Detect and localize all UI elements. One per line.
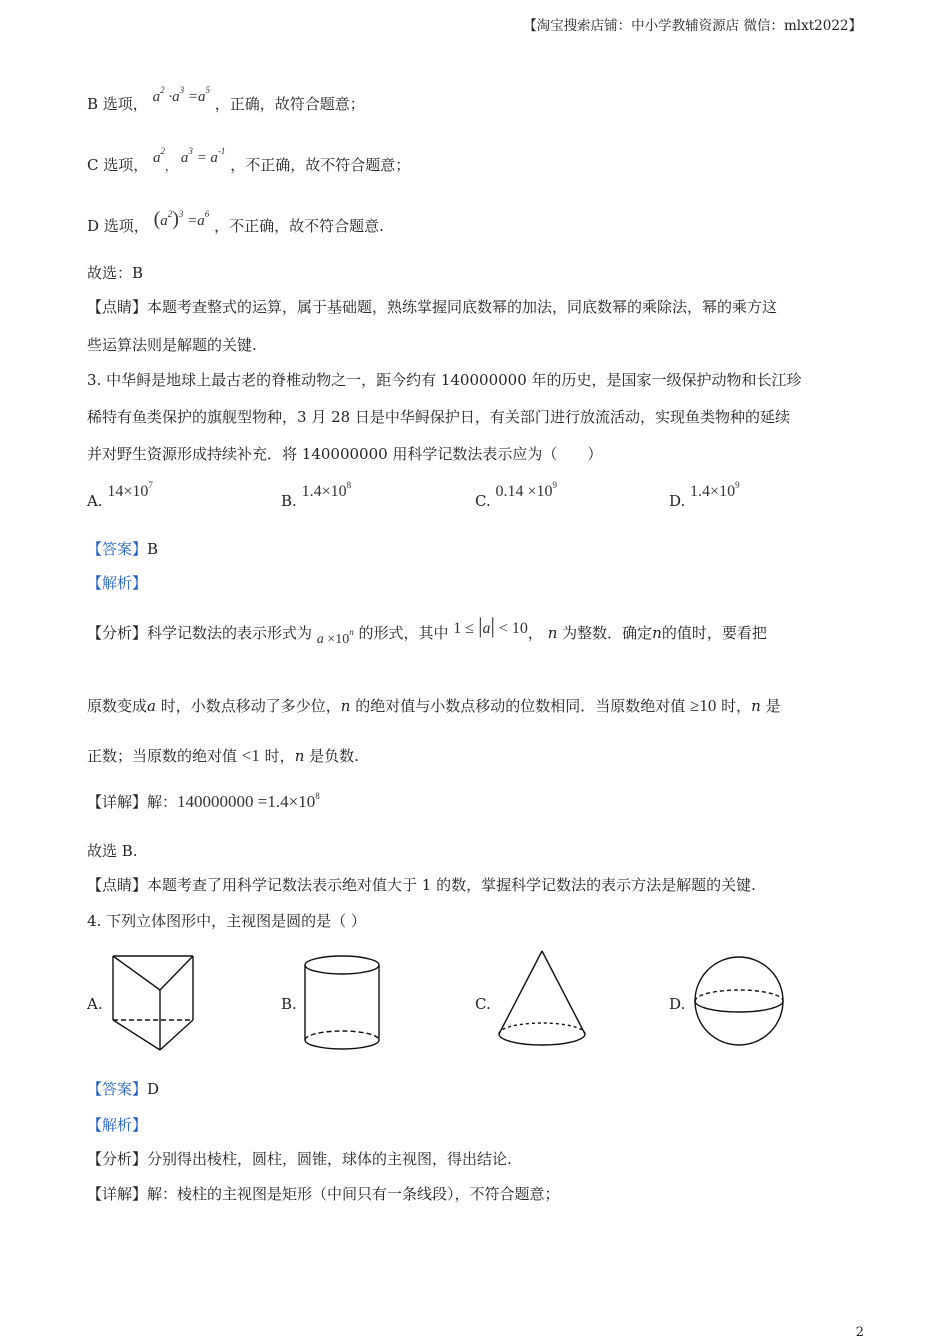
q2-option-b: B 选项， $a^2 \cdot a^3 =a^5$ ，正确，故符合题意； [87, 85, 365, 113]
page-number: 2 [855, 1325, 864, 1340]
q2-choice: 故选：B [87, 264, 144, 282]
q3-option-b: B. $1.4\times 10^8$ [281, 480, 352, 510]
q3-choice: 故选 B. [87, 842, 138, 860]
q3-option-a: A. $14\times 10^7$ [87, 480, 153, 510]
q2-option-c-math-2: $a^3 = a^{-1}$ [180, 146, 226, 166]
q4-answer: 【答案】D [87, 1080, 160, 1098]
q3-option-c: C. $0.14 \times 10^9$ [475, 480, 558, 510]
q4-analysis-tag: 【解析】 [87, 1116, 148, 1134]
q4-option-a-label: A. [87, 995, 103, 1013]
page-header: 【淘宝搜索店铺：中小学教辅资源店 微信：mlxt2022】 [523, 18, 862, 34]
q3-option-d: D. $1.4\times 10^9$ [669, 480, 740, 510]
q4-option-c-label: C. [475, 995, 491, 1013]
q2-comment-line1: 【点睛】本题考查整式的运算，属于基础题，熟练掌握同底数幂的加法，同底数幂的乘除法，幂的乘方这 [87, 298, 778, 316]
cone-figure [493, 946, 593, 1054]
q3-comment: 【点睛】本题考查了用科学记数法表示绝对值大于 1 的数，掌握科学记数法的表示方法是解题的关键. [87, 876, 756, 894]
triangular-prism-figure [105, 948, 205, 1058]
q4-fenxi: 【分析】分别得出棱柱，圆柱，圆锥，球体的主视图，得出结论. [87, 1150, 512, 1168]
q2-option-d-math: $(a^2)^3 =a^6$ [153, 208, 210, 230]
q2-option-d: D 选项， $(a^2)^3 =a^6$ ，不正确，故不符合题意. [87, 208, 384, 235]
q4-stem: 4. 下列立体图形中，主视图是圆的是（ ） [87, 912, 366, 930]
q4-option-b-label: B. [281, 995, 297, 1013]
q3-stem-line3: 并对野生资源形成持续补充．将 140000000 用科学记数法表示应为（ ） [87, 445, 603, 463]
q3-fenxi-line1: 【分析】科学记数法的表示形式为 $a \times 10^n$ 的形式，其中 1 ≤ |a| < 10， n 为整数．确定n的值时，要看把 [87, 613, 767, 647]
q3-fenxi-line3: 正数；当原数的绝对值 <1 时，n 是负数. [87, 746, 359, 765]
q4-detail: 【详解】解：棱柱的主视图是矩形（中间只有一条线段），不符合题意； [87, 1185, 560, 1203]
q3-stem-line1: 3. 中华鲟是地球上最古老的脊椎动物之一，距今约有 140000000 年的历史，是国家一级保护动物和长江珍 [87, 371, 802, 389]
cylinder-figure [298, 950, 388, 1058]
sphere-figure [690, 952, 790, 1052]
q3-stem-line2: 稀特有鱼类保护的旗舰型物种，3 月 28 日是中华鲟保护日，有关部门进行放流活动，实现鱼类物种的延续 [87, 408, 790, 426]
q2-option-c-math-1: $a^2$ [153, 146, 166, 166]
q3-fenxi-line2: 原数变成a 时，小数点移动了多少位，n 的绝对值与小数点移动的位数相同．当原数绝对值 ≥10 时，n 是 [87, 696, 781, 715]
q3-answer: 【答案】B [87, 540, 159, 558]
q4-option-d-label: D. [669, 995, 686, 1013]
q2-option-c: C 选项， $a^2$， $a^3 = a^{-1}$ ，不正确，故不符合题意； [87, 146, 411, 174]
q2-option-b-math: $a^2 \cdot a^3 =a^5$ [152, 85, 210, 105]
q3-detail: 【详解】解：$140000000 =1.4\times 10^8$ [87, 791, 320, 811]
q3-analysis-tag: 【解析】 [87, 574, 148, 592]
q2-comment-line2: 些运算法则是解题的关键. [87, 336, 257, 354]
